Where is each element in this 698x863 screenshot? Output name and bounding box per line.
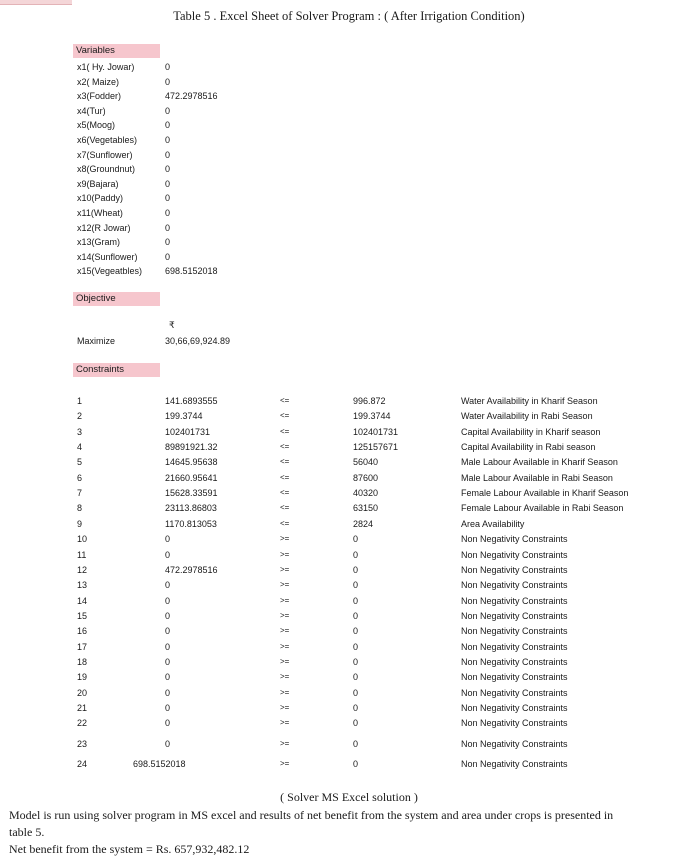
- variable-name: x1( Hy. Jowar): [77, 62, 135, 72]
- constraint-lhs: 0: [165, 534, 171, 545]
- constraint-number: 6: [77, 472, 83, 483]
- variable-name: x12(R Jowar): [77, 222, 131, 233]
- constraint-lhs: 15628.33591: [165, 488, 218, 499]
- constraint-operator: >=: [280, 759, 290, 768]
- constraint-description: Non Negativity Constraints: [461, 739, 568, 749]
- constraint-description: Non Negativity Constraints: [461, 626, 568, 637]
- constraint-lhs: 0: [165, 580, 171, 591]
- constraint-description: Non Negativity Constraints: [461, 641, 568, 652]
- constraint-rhs: 0: [353, 718, 359, 728]
- constraint-rhs: 199.3744: [353, 411, 391, 422]
- constraint-operator: >=: [280, 672, 290, 682]
- constraint-number: 5: [77, 457, 83, 468]
- variable-name: x4(Tur): [77, 105, 106, 116]
- constraint-rhs: 0: [353, 759, 359, 769]
- constraint-lhs: 0: [165, 687, 171, 698]
- constraint-lhs: 102401731: [165, 426, 211, 437]
- caption: ( Solver MS Excel solution ): [280, 790, 418, 804]
- constraint-description: Capital Availability in Rabi season: [461, 442, 596, 453]
- constraint-description: Non Negativity Constraints: [461, 672, 568, 683]
- variable-value: 0: [165, 105, 171, 116]
- constraint-rhs: 0: [353, 595, 359, 606]
- constraint-number: 3: [77, 426, 83, 437]
- constraint-description: Non Negativity Constraints: [461, 595, 568, 606]
- constraint-lhs: 698.5152018: [133, 759, 186, 769]
- constraint-description: Non Negativity Constraints: [461, 759, 568, 769]
- variable-name: x14(Sunflower): [77, 251, 138, 262]
- paragraph-line-1: Model is run using solver program in MS excel and results of net benefit from the system and area under crops is presented in: [9, 808, 614, 822]
- variable-name: x2( Maize): [77, 76, 120, 87]
- constraint-description: Non Negativity Constraints: [461, 580, 568, 591]
- constraint-lhs: 89891921.32: [165, 442, 218, 453]
- constraint-description: Female Labour Available in Rabi Season: [461, 503, 624, 514]
- constraint-rhs: 125157671: [353, 442, 399, 453]
- constraint-rhs: 0: [353, 656, 359, 667]
- net-benefit: Net benefit from the system = Rs. 657,932,482.12: [9, 842, 250, 856]
- constraint-operator: >=: [280, 564, 290, 574]
- constraint-operator: <=: [280, 411, 290, 421]
- constraint-rhs: 0: [353, 580, 359, 591]
- constraint-rhs: 996.872: [353, 396, 386, 406]
- constraint-operator: >=: [280, 610, 290, 620]
- constraint-description: Non Negativity Constraints: [461, 656, 568, 667]
- constraint-description: Non Negativity Constraints: [461, 564, 568, 575]
- constraint-operator: >=: [280, 687, 290, 697]
- constraint-rhs: 87600: [353, 472, 379, 483]
- constraint-number: 20: [77, 687, 88, 698]
- variable-name: x8(Groundnut): [77, 164, 136, 175]
- constraint-operator: <=: [280, 488, 290, 498]
- constraint-lhs: 0: [165, 595, 171, 606]
- constraint-number: 10: [77, 534, 88, 545]
- variable-value: 0: [165, 178, 171, 189]
- variable-value: 0: [165, 208, 171, 218]
- variable-value: 472.2978516: [165, 91, 218, 102]
- constraint-operator: >=: [280, 718, 290, 727]
- header-decoration: [0, 0, 72, 5]
- constraint-operator: <=: [280, 396, 290, 405]
- variable-name: x15(Vegeatbles): [77, 266, 143, 277]
- constraint-number: 16: [77, 626, 88, 637]
- constraint-lhs: 14645.95638: [165, 457, 218, 468]
- constraint-rhs: 0: [353, 641, 359, 652]
- constraint-number: 1: [77, 396, 83, 406]
- constraint-operator: >=: [280, 595, 290, 605]
- variable-value: 0: [165, 135, 171, 145]
- constraint-operator: <=: [280, 472, 290, 482]
- constraint-number: 9: [77, 518, 83, 529]
- constraint-operator: >=: [280, 626, 290, 636]
- constraint-number: 7: [77, 488, 83, 499]
- variable-name: x10(Paddy): [77, 193, 124, 204]
- variable-value: 0: [165, 222, 171, 233]
- constraint-rhs: 0: [353, 739, 359, 749]
- constraint-lhs: 23113.86803: [165, 503, 217, 514]
- constraint-lhs: 21660.95641: [165, 472, 218, 483]
- constraint-lhs: 0: [165, 549, 171, 560]
- constraint-description: Non Negativity Constraints: [461, 549, 568, 560]
- objective-label: Maximize: [77, 336, 116, 346]
- constraint-operator: >=: [280, 549, 290, 559]
- constraint-description: Area Availability: [461, 518, 525, 529]
- constraint-lhs: 0: [165, 718, 171, 728]
- constraint-rhs: 0: [353, 564, 359, 575]
- currency-symbol: ₹: [169, 320, 175, 330]
- variable-value: 0: [165, 237, 171, 248]
- variables-header: Variables: [73, 44, 160, 58]
- constraint-rhs: 0: [353, 534, 359, 545]
- constraint-operator: >=: [280, 534, 290, 544]
- constraint-description: Male Labour Available in Rabi Season: [461, 472, 613, 483]
- constraint-number: 22: [77, 718, 88, 728]
- constraint-operator: <=: [280, 518, 290, 528]
- variable-name: x7(Sunflower): [77, 149, 133, 160]
- variable-value: 0: [165, 62, 171, 72]
- constraint-description: Male Labour Available in Kharif Season: [461, 457, 618, 468]
- constraint-number: 13: [77, 580, 88, 591]
- constraint-lhs: 0: [165, 626, 171, 637]
- variable-value: 698.5152018: [165, 266, 218, 277]
- constraint-rhs: 0: [353, 610, 359, 621]
- constraint-lhs: 0: [165, 610, 171, 621]
- constraint-operator: <=: [280, 457, 290, 467]
- constraint-lhs: 199.3744: [165, 411, 203, 422]
- variable-name: x3(Fodder): [77, 91, 122, 102]
- objective-value: 30,66,69,924.89: [165, 336, 231, 346]
- variable-value: 0: [165, 149, 171, 160]
- constraint-number: 4: [77, 442, 83, 453]
- constraint-description: Water Availability in Kharif Season: [461, 396, 598, 406]
- constraint-description: Non Negativity Constraints: [461, 687, 568, 698]
- constraint-number: 18: [77, 656, 88, 667]
- constraint-description: Female Labour Available in Kharif Season: [461, 488, 629, 499]
- constraint-operator: >=: [280, 641, 290, 651]
- constraint-rhs: 2824: [353, 518, 374, 529]
- constraint-rhs: 102401731: [353, 426, 399, 437]
- constraint-operator: >=: [280, 580, 290, 590]
- constraint-operator: <=: [280, 442, 290, 452]
- constraint-rhs: 56040: [353, 457, 379, 468]
- constraint-number: 15: [77, 610, 88, 621]
- constraint-lhs: 472.2978516: [165, 564, 218, 575]
- variable-value: 0: [165, 120, 171, 131]
- constraint-description: Non Negativity Constraints: [461, 534, 568, 545]
- constraint-description: Water Availability in Rabi Season: [461, 411, 593, 422]
- constraint-operator: >=: [280, 703, 290, 712]
- constraint-description: Non Negativity Constraints: [461, 703, 568, 713]
- variable-name: x13(Gram): [77, 237, 121, 248]
- constraint-operator: <=: [280, 503, 290, 513]
- constraint-number: 23: [77, 739, 88, 749]
- constraint-lhs: 0: [165, 641, 171, 652]
- constraint-description: Non Negativity Constraints: [461, 718, 568, 728]
- constraint-operator: >=: [280, 739, 290, 748]
- constraint-number: 24: [77, 759, 88, 769]
- objective-header: Objective: [73, 292, 160, 306]
- constraint-lhs: 1170.813053: [165, 518, 217, 529]
- constraint-operator: <=: [280, 426, 290, 436]
- constraints-header: Constraints: [73, 363, 160, 377]
- constraint-number: 19: [77, 672, 88, 683]
- constraint-description: Non Negativity Constraints: [461, 610, 568, 621]
- constraint-number: 21: [77, 703, 88, 713]
- constraint-number: 8: [77, 503, 83, 514]
- constraint-number: 2: [77, 411, 83, 422]
- constraint-lhs: 0: [165, 672, 171, 683]
- constraint-number: 11: [77, 549, 87, 560]
- variable-value: 0: [165, 164, 171, 175]
- constraint-rhs: 0: [353, 703, 359, 713]
- constraint-number: 14: [77, 595, 88, 606]
- constraint-rhs: 0: [353, 626, 359, 637]
- constraint-rhs: 63150: [353, 503, 379, 514]
- variable-value: 0: [165, 251, 171, 262]
- constraint-rhs: 0: [353, 687, 359, 698]
- variable-name: x9(Bajara): [77, 178, 119, 189]
- variable-name: x5(Moog): [77, 120, 116, 131]
- paragraph-line-2: table 5.: [9, 825, 45, 839]
- constraint-rhs: 0: [353, 672, 359, 683]
- variable-name: x6(Vegetables): [77, 135, 138, 145]
- constraint-description: Capital Availability in Kharif season: [461, 426, 601, 437]
- constraint-lhs: 0: [165, 656, 171, 667]
- constraint-lhs: 0: [165, 739, 171, 749]
- constraint-rhs: 40320: [353, 488, 379, 499]
- constraint-number: 12: [77, 564, 88, 575]
- table-title: Table 5 . Excel Sheet of Solver Program : ( After Irrigation Condition): [173, 9, 525, 23]
- constraint-lhs: 0: [165, 703, 171, 713]
- variable-value: 0: [165, 76, 171, 87]
- constraint-rhs: 0: [353, 549, 359, 560]
- constraint-lhs: 141.6893555: [165, 396, 218, 406]
- constraint-number: 17: [77, 641, 88, 652]
- variable-value: 0: [165, 193, 171, 204]
- constraint-operator: >=: [280, 656, 290, 666]
- variable-name: x11(Wheat): [77, 208, 123, 218]
